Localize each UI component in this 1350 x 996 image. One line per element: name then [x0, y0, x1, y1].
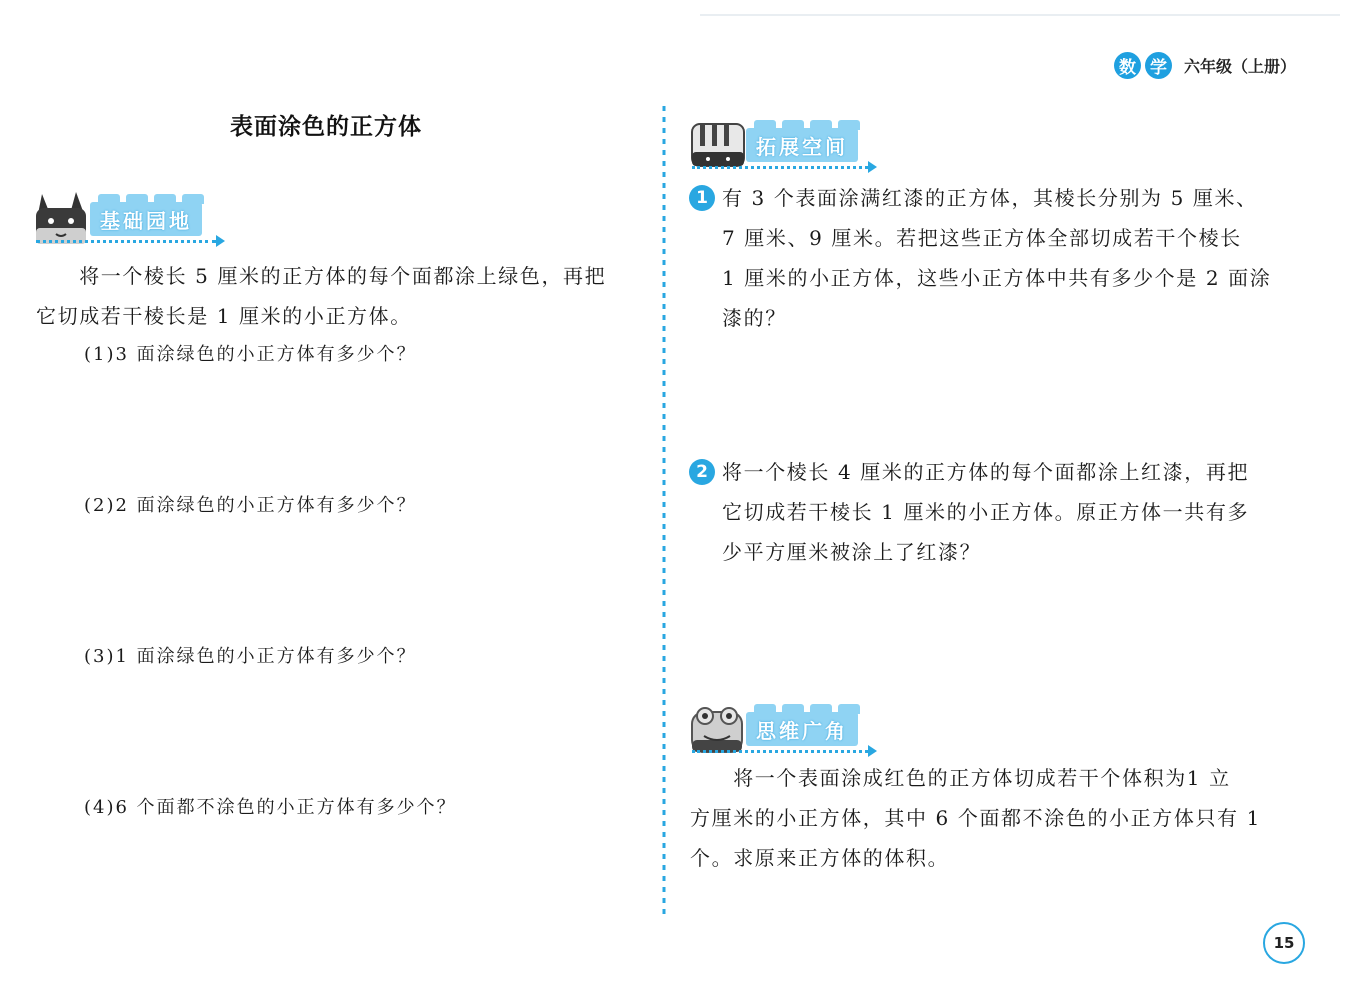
question-2: (2)2 面涂绿色的小正方体有多少个？: [84, 495, 417, 516]
page-title: 表面涂色的正方体: [230, 114, 422, 140]
intro-line-2: 它切成若干棱长是 1 厘米的小正方体。: [36, 304, 412, 328]
subject-badge-1: 数: [1114, 52, 1141, 79]
intro-line-1: 将一个棱长 5 厘米的正方体的每个面都涂上绿色，再把: [36, 264, 607, 288]
section-label-thinking: 思维广角: [746, 712, 858, 746]
section-banner-basics: [34, 190, 234, 250]
problem-2-text: [722, 452, 1322, 572]
grade-label: 六年级（上册）: [1184, 57, 1297, 76]
problem-2-line-3: 少平方厘米被涂上了红漆？: [722, 540, 982, 564]
thinking-line-2: 方厘米的小正方体，其中 6 个面都不涂色的小正方体只有 1: [690, 806, 1261, 830]
question-3: (3)1 面涂绿色的小正方体有多少个？: [84, 646, 417, 667]
problem-1-text: [722, 178, 1322, 338]
problem-1-line-2: 7 厘米、9 厘米。若把这些正方体全部切成若干个棱长: [722, 226, 1242, 250]
section-label-expansion: 拓展空间: [746, 128, 858, 162]
problem-2-line-1: 将一个棱长 4 厘米的正方体的每个面都涂上红漆，再把: [722, 460, 1250, 484]
problem-1-number: 1: [689, 185, 715, 211]
question-1: (1)3 面涂绿色的小正方体有多少个？: [84, 344, 417, 365]
page-number: 15: [1263, 922, 1305, 964]
thinking-line-1: 将一个表面涂成红色的正方体切成若干个体积为1 立: [690, 766, 1231, 790]
subject-badge-2: 学: [1145, 52, 1172, 79]
page-divider: [662, 106, 666, 916]
section-label-basics: 基础园地: [90, 202, 202, 236]
subject-header: [1114, 52, 1296, 79]
section-banner-expansion: [690, 116, 890, 176]
problem-2-number: 2: [689, 459, 715, 485]
problem-1-line-4: 漆的？: [722, 306, 787, 330]
intro-paragraph: [36, 256, 646, 336]
thinking-paragraph: [690, 758, 1315, 878]
problem-1-line-1: 有 3 个表面涂满红漆的正方体，其棱长分别为 5 厘米、: [722, 186, 1258, 210]
rabbit-mascot-icon: [34, 190, 90, 246]
question-4: (4)6 个面都不涂色的小正方体有多少个？: [84, 797, 457, 818]
top-rule: [700, 14, 1340, 16]
problem-2-line-2: 它切成若干棱长 1 厘米的小正方体。原正方体一共有多: [722, 500, 1250, 524]
thinking-line-3: 个。求原来正方体的体积。: [690, 846, 950, 870]
section-banner-thinking: [690, 700, 890, 760]
problem-1-line-3: 1 厘米的小正方体，这些小正方体中共有多少个是 2 面涂: [722, 266, 1272, 290]
